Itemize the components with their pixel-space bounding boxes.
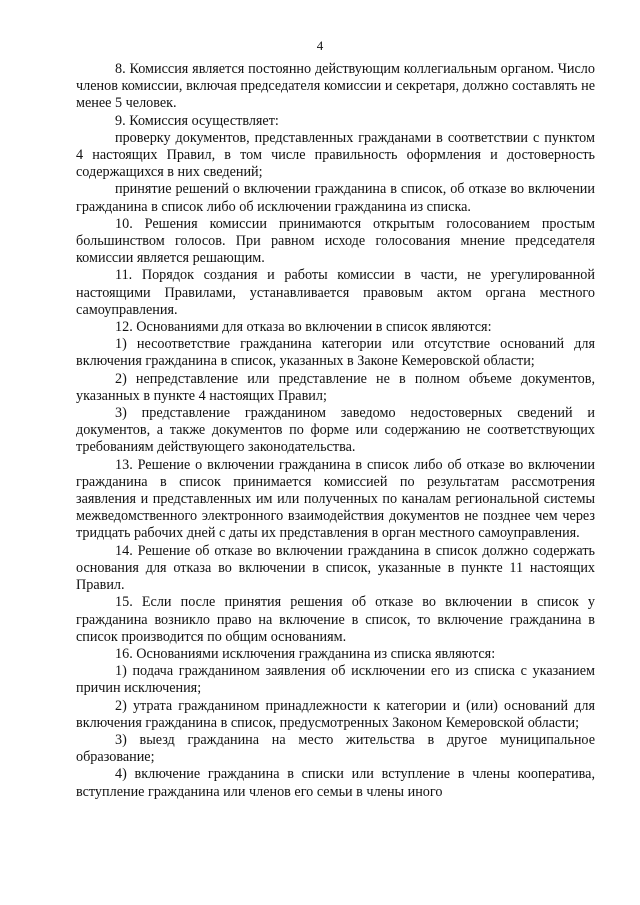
paragraph-15: 15. Если после принятия решения об отказе во включении в список у гражданина возникло право на включение в список, то включение гражданина в список производится по общим основаниям. — [76, 594, 595, 645]
paragraph-13: 13. Решение о включении гражданина в список либо об отказе во включении гражданина в список принимается комиссией по результатам рассмотрения заявления и представленных им или полученных по каналам региональной системы межведомственного электронного взаимодействия документов не позднее чем через тридцать рабочих дней с даты их представления в орган местного самоуправления. — [76, 456, 595, 542]
paragraph-10: 10. Решения комиссии принимаются открытым голосованием простым большинством голосов. При равном исходе голосования мнение председателя комиссии является решающим. — [76, 215, 595, 267]
paragraph-16-item-1: 1) подача гражданином заявления об исключении его из списка с указанием причин исключения; — [76, 663, 595, 697]
paragraph-16-item-3: 3) выезд гражданина на место жительства в другое муниципальное образование; — [76, 731, 595, 766]
paragraph-16-item-2: 2) утрата гражданином принадлежности к категории и (или) оснований для включения гражданина в список, предусмотренных Законом Кемеровской области; — [76, 697, 595, 731]
paragraph-9: 9. Комиссия осуществляет: — [115, 112, 279, 129]
paragraph-12-item-3: 3) представление гражданином заведомо недостоверных сведений и документов, а также документов по форме или содержанию не соответствующих требованиям действующего законодательства. — [76, 405, 595, 456]
paragraph-12-item-2: 2) непредставление или представление не в полном объеме документов, указанных в пункте 4 настоящих Правил; — [76, 370, 595, 404]
paragraph-14: 14. Решение об отказе во включении гражданина в список должно содержать основания для отказа во включении в список, указанные в пункте 11 настоящих Правил. — [76, 542, 595, 594]
page-number: 4 — [316, 38, 324, 53]
paragraph-12: 12. Основаниями для отказа во включении в список являются: — [115, 319, 492, 336]
document-body — [76, 61, 595, 801]
paragraph-16: 16. Основаниями исключения гражданина из списка являются: — [115, 645, 496, 662]
paragraph-12-item-1: 1) несоответствие гражданина категории или отсутствие оснований для включения гражданина в список, указанных в Законе Кемеровской области; — [76, 336, 595, 370]
paragraph-8: 8. Комиссия является постоянно действующим коллегиальным органом. Число членов комиссии, включая председателя комиссии и секретаря, должно составлять не менее 5 человек. — [76, 61, 595, 112]
paragraph-16-item-4: 4) включение гражданина в списки или вступление в члены кооператива, вступление гражданина или членов его семьи в члены иного — [76, 766, 595, 800]
paragraph-9-item-verification: проверку документов, представленных гражданами в соответствии с пунктом 4 настоящих Правил, в том числе правильность оформления и достоверность содержащихся в них сведений; — [76, 129, 595, 181]
paragraph-11: 11. Порядок создания и работы комиссии в части, не урегулированной настоящими Правилами, устанавливается правовым актом органа местного самоуправления. — [76, 267, 595, 318]
paragraph-9-item-decisions: принятие решений о включении гражданина в список, об отказе во включении гражданина в список либо об исключении гражданина из списка. — [76, 181, 595, 215]
